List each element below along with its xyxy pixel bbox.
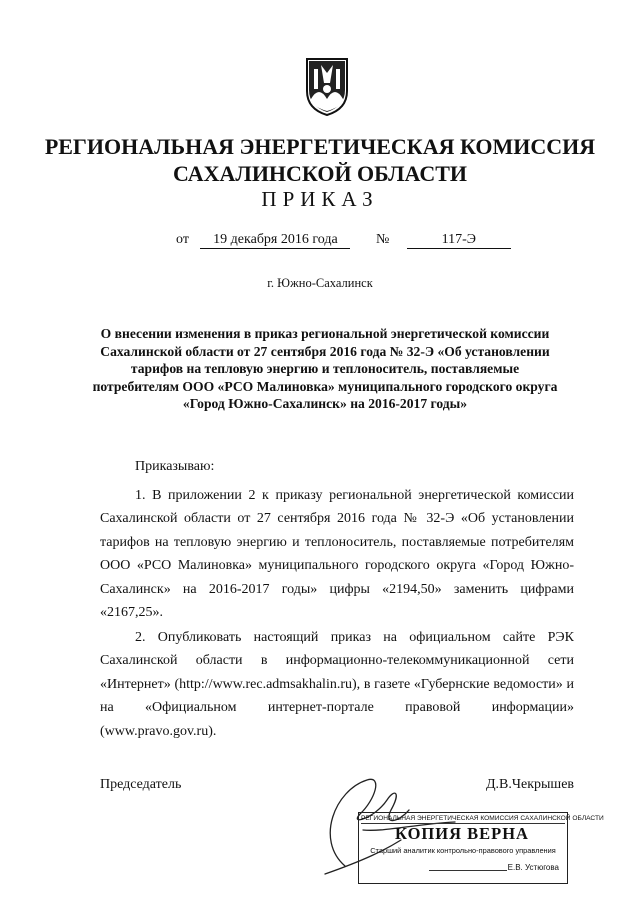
order-date: 19 декабря 2016 года <box>200 232 350 249</box>
stamp-organization: РЕГИОНАЛЬНАЯ ЭНЕРГЕТИЧЕСКАЯ КОМИССИЯ САХАЛИНСКОЙ ОБЛАСТИ <box>361 815 604 822</box>
order-date-number-line <box>176 232 511 249</box>
signatory-name: Д.В.Чекрышев <box>486 777 575 792</box>
city-name: г. Южно-Сахалинск <box>267 276 373 290</box>
coat-of-arms-emblem <box>303 55 351 117</box>
from-label: от <box>176 232 189 247</box>
order-paragraph-2: 2. Опубликовать настоящий приказ на официальном сайте РЭК Сахалинской области в информационно-телекоммуникационной сети «Интернет» (http://www.rec.admsakhalin.ru), в газете «Губернские ведомости» и на «Официальном интернет-портале правовой информации» (www.pravo.gov.ru). <box>100 630 574 739</box>
organization-title-line2: САХАЛИНСКОЙ ОБЛАСТИ <box>172 161 468 186</box>
stamp-signature-line <box>429 870 507 871</box>
document-type-heading: ПРИКАЗ <box>261 187 379 211</box>
number-label: № <box>375 232 390 247</box>
order-number: 117-Э <box>407 232 511 249</box>
order-lead-word: Приказываю: <box>135 459 215 474</box>
order-paragraph-1: 1. В приложении 2 к приказу региональной энергетической комиссии Сахалинской области от 27 сентября 2016 года № 32-Э «Об установлении тарифов на тепловую энергию и теплоноситель, поставляемые потребителям ООО «РСО Малиновка» муниципального городского округа «Город Южно-Сахалинск» на 2016-2017 годы» цифры «2194,50» заменить цифрами «2167,25». <box>100 488 574 621</box>
stamp-copy-true: КОПИЯ ВЕРНА <box>395 824 529 843</box>
order-subject: О внесении изменения в приказ региональной энергетической комиссии Сахалинской области от 27 сентября 2016 года № 32-Э «Об установлении тарифов на тепловую энергию и теплоноситель, поставляемые потребителям ООО «РСО Малиновка» муниципального городского округа «Город Южно-Сахалинск» на 2016-2017 годы» <box>92 326 558 411</box>
certified-copy-stamp <box>358 812 604 884</box>
stamp-role: Старший аналитик контрольно-правового управления <box>370 846 556 855</box>
signatory-title: Председатель <box>100 777 182 792</box>
stamp-officer-name: Е.В. Устюгова <box>507 863 559 872</box>
organization-title-line1: РЕГИОНАЛЬНАЯ ЭНЕРГЕТИЧЕСКАЯ КОМИССИЯ <box>44 134 596 159</box>
